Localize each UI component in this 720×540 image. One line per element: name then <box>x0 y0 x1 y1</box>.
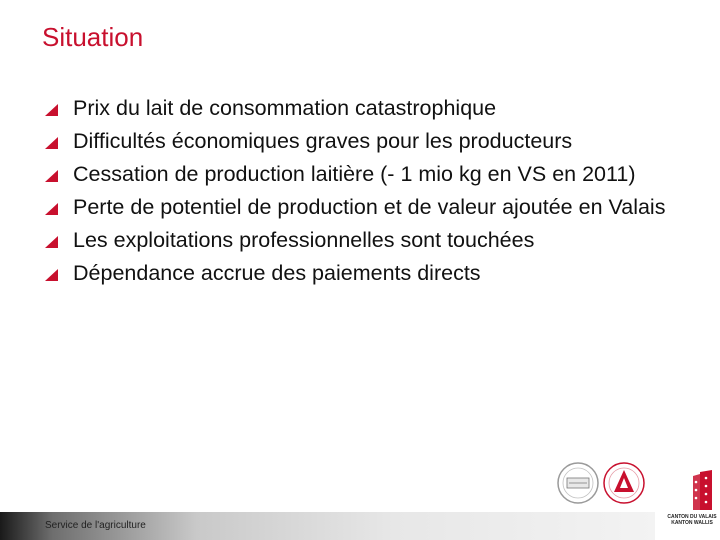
triangle-bullet-icon <box>45 236 58 248</box>
bullet-text: Perte de potentiel de production et de valeur ajoutée en Valais <box>73 195 666 219</box>
bullet-text: Les exploitations professionnelles sont touchées <box>73 228 535 252</box>
bullet-text: Dépendance accrue des paiements directs <box>73 261 481 285</box>
quality-seal-icon <box>558 463 598 503</box>
bullet-item <box>43 192 683 222</box>
top-bar <box>0 0 720 6</box>
triangle-bullet-icon <box>45 170 58 182</box>
bullet-text: Difficultés économiques graves pour les producteurs <box>73 129 573 153</box>
bullet-item <box>43 126 683 156</box>
bullet-text: Cessation de production laitière (- 1 mio kg en VS en 2011) <box>73 162 636 186</box>
triangle-bullet-icon <box>45 269 58 281</box>
certification-logos <box>556 458 646 508</box>
slide-title: Situation <box>42 22 144 52</box>
canton-line-de: KANTON WALLIS <box>671 520 713 526</box>
bullet-item <box>43 225 683 255</box>
bullet-item <box>43 159 683 189</box>
valais-brand-seal-icon <box>604 463 644 503</box>
triangle-bullet-icon <box>45 104 58 116</box>
bullet-text: Prix du lait de consommation catastrophique <box>73 96 497 120</box>
canton-label <box>664 514 720 526</box>
bullet-item <box>43 258 683 288</box>
canton-line-fr: CANTON DU VALAIS <box>667 514 717 520</box>
triangle-bullet-icon <box>45 137 58 149</box>
triangle-bullet-icon <box>45 203 58 215</box>
footer-department: Service de l'agriculture <box>45 520 146 531</box>
bullet-item <box>43 93 683 123</box>
bullet-list <box>43 93 683 291</box>
